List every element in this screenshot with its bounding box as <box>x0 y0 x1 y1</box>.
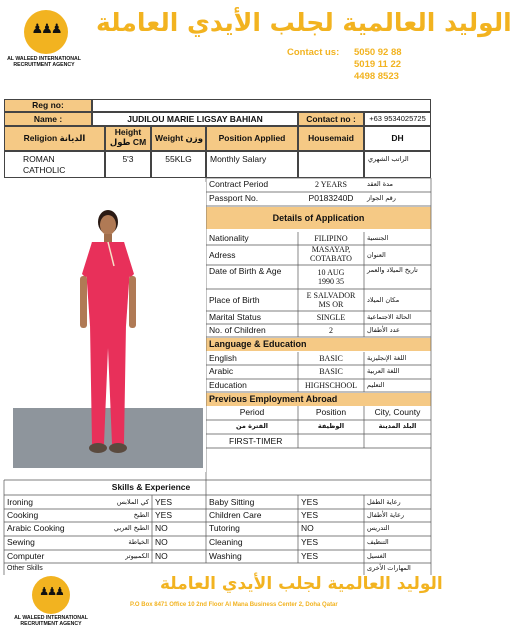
passport-label: Passport No. <box>209 193 259 203</box>
skill-label: Sewing <box>7 537 35 547</box>
detail-value: 10 AUG 1990 35 <box>317 268 345 286</box>
religion-value: ROMAN CATHOLIC <box>4 151 105 178</box>
people-icon: ♟♟♟ <box>39 586 63 598</box>
reg-no-label: Reg no: <box>4 99 92 112</box>
agency-arabic-title: الوليد العالمية لجلب الأيدي العاملة <box>96 8 512 37</box>
detail-label: No. of Children <box>209 325 266 335</box>
monthly-salary-value <box>298 151 364 178</box>
other-skills-arabic: المهارات الأخرى <box>367 564 411 572</box>
skill-label: Baby Sitting <box>209 497 255 507</box>
phone-number[interactable]: 5050 92 88 <box>354 47 402 58</box>
skill-value: NO <box>155 551 168 561</box>
detail-value: SINGLE <box>316 313 346 322</box>
people-icon: ♟♟♟ <box>31 21 61 36</box>
detail-label: Place of Birth <box>209 295 260 305</box>
applicant-photo <box>10 182 206 472</box>
skills-heading: Skills & Experience <box>111 482 191 492</box>
details-heading: Details of Application <box>206 207 431 229</box>
skill-label: Cleaning <box>209 537 243 547</box>
detail-value: 2 <box>329 326 333 335</box>
detail-arabic: مكان الميلاد <box>367 296 400 304</box>
language-heading: Language & Education <box>206 338 431 351</box>
skill-label: Cooking <box>7 510 39 520</box>
detail-label: Marital Status <box>209 312 261 322</box>
language-label: Education <box>209 380 247 390</box>
height-value: 5'3 <box>105 151 151 178</box>
phone-number[interactable]: 5019 11 22 <box>354 59 402 70</box>
detail-label: Adress <box>209 250 236 260</box>
skill-label: Ironing <box>7 497 33 507</box>
detail-label: Date of Birth & Age <box>209 266 282 276</box>
skill-arabic: كي الملابس <box>116 498 149 506</box>
skill-value: NO <box>155 523 168 533</box>
name-label: Name : <box>4 112 92 126</box>
monthly-salary-arabic: الراتب الشهري <box>364 151 431 178</box>
skill-value: YES <box>301 497 319 507</box>
position-applied-header: Position Applied <box>206 126 298 151</box>
language-arabic: التعليم <box>367 381 385 389</box>
detail-arabic: تاريخ الميلاد والعمر <box>367 266 418 274</box>
skill-label: Arabic Cooking <box>7 523 65 533</box>
detail-label: Nationality <box>209 233 249 243</box>
employment-col-position-arabic: الوظيفة <box>317 422 345 430</box>
skill-value: NO <box>155 537 168 547</box>
applicant-figure <box>68 208 148 470</box>
passport-value: P0183240D <box>308 193 354 203</box>
footer-logo <box>16 576 86 630</box>
skill-arabic: رعاية الطفل <box>367 498 401 506</box>
skill-label: Washing <box>209 551 242 561</box>
detail-arabic: عدد الأطفال <box>367 326 400 334</box>
skill-label: Children Care <box>209 510 262 520</box>
employment-col-city-arabic: البلد المدينة <box>378 422 417 430</box>
name-value: JUDILOU MARIE LIGSAY BAHIAN <box>92 112 298 126</box>
skill-arabic: الطبخ <box>133 511 149 519</box>
contract-period-label: Contract Period <box>209 179 269 189</box>
contract-period-value: 2 YEARS <box>315 180 347 189</box>
skill-value: YES <box>301 551 319 561</box>
housemaid-header: Housemaid <box>298 126 364 151</box>
employment-entry: FIRST-TIMER <box>229 436 283 446</box>
language-value: BASIC <box>319 367 343 376</box>
language-value: HIGHSCHOOL <box>305 381 357 390</box>
detail-arabic: الجنسية <box>367 234 389 242</box>
language-arabic: اللغة العربية <box>367 367 400 375</box>
religion-header: Religion الديانة <box>4 126 105 151</box>
skill-arabic: الطبخ العربي <box>113 524 149 532</box>
agency-logo <box>6 10 82 72</box>
skill-arabic: رعاية الأطفال <box>367 511 405 519</box>
detail-value: E SALVADOR MS OR <box>306 291 356 309</box>
contact-no-value: +63 9534025725 <box>364 112 431 126</box>
passport-arabic: رقم الجواز <box>367 194 396 202</box>
other-skills-label: Other Skills <box>7 565 43 572</box>
footer-logo-caption: AL WALEED INTERNATIONAL RECRUITMENT AGENCY <box>14 615 88 627</box>
language-label: English <box>209 353 237 363</box>
skill-arabic: الخياطة <box>128 538 149 546</box>
skill-value: YES <box>155 510 173 520</box>
skill-arabic: الغسيل <box>367 552 387 560</box>
contract-period-arabic: مدة العقد <box>367 180 393 188</box>
skill-value: NO <box>301 523 314 533</box>
employment-col-period-arabic: الفترة من <box>235 422 269 430</box>
weight-value: 55KLG <box>151 151 206 178</box>
skill-arabic: التدريس <box>367 524 390 532</box>
contact-no-label: Contact no : <box>298 112 364 126</box>
language-arabic: اللغة الإنجليزية <box>367 354 407 362</box>
height-header: Height طول CM <box>105 126 151 151</box>
detail-value: FILIPINO <box>314 234 348 243</box>
footer-arabic-title: الوليد العالمية لجلب الأيدي العاملة <box>160 574 443 594</box>
logo-caption: AL WALEED INTERNATIONAL RECRUITMENT AGENCY <box>7 56 81 68</box>
skill-value: YES <box>155 497 173 507</box>
skill-label: Computer <box>7 551 45 561</box>
employment-col-period: Period <box>239 407 265 417</box>
detail-value: MASAYAP, COTABATO <box>310 245 352 263</box>
skill-value: YES <box>301 510 319 520</box>
language-label: Arabic <box>209 366 234 376</box>
monthly-salary-label: Monthly Salary <box>206 151 298 178</box>
language-value: BASIC <box>319 354 343 363</box>
detail-arabic: الحالة الاجتماعية <box>367 313 412 321</box>
phone-number[interactable]: 4498 8523 <box>354 71 399 82</box>
footer-address: P.O Box 8471 Office 10 2nd Floor Al Mana Business Center 2, Doha Qatar <box>130 602 338 608</box>
employment-col-position: Position <box>315 407 347 417</box>
skill-value: YES <box>301 537 319 547</box>
weight-header: Weight وزن <box>151 126 206 151</box>
skill-arabic: الكمبيوتر <box>125 552 149 560</box>
employment-heading: Previous Employment Abroad <box>206 393 431 406</box>
detail-arabic: العنوان <box>367 251 386 259</box>
reg-no-value <box>92 99 431 112</box>
dh-header: DH <box>364 126 431 151</box>
skill-arabic: التنظيف <box>367 538 389 546</box>
skill-label: Tutoring <box>209 523 240 533</box>
employment-col-city: City, County <box>374 407 421 417</box>
contact-us-label: Contact us: <box>287 47 340 58</box>
